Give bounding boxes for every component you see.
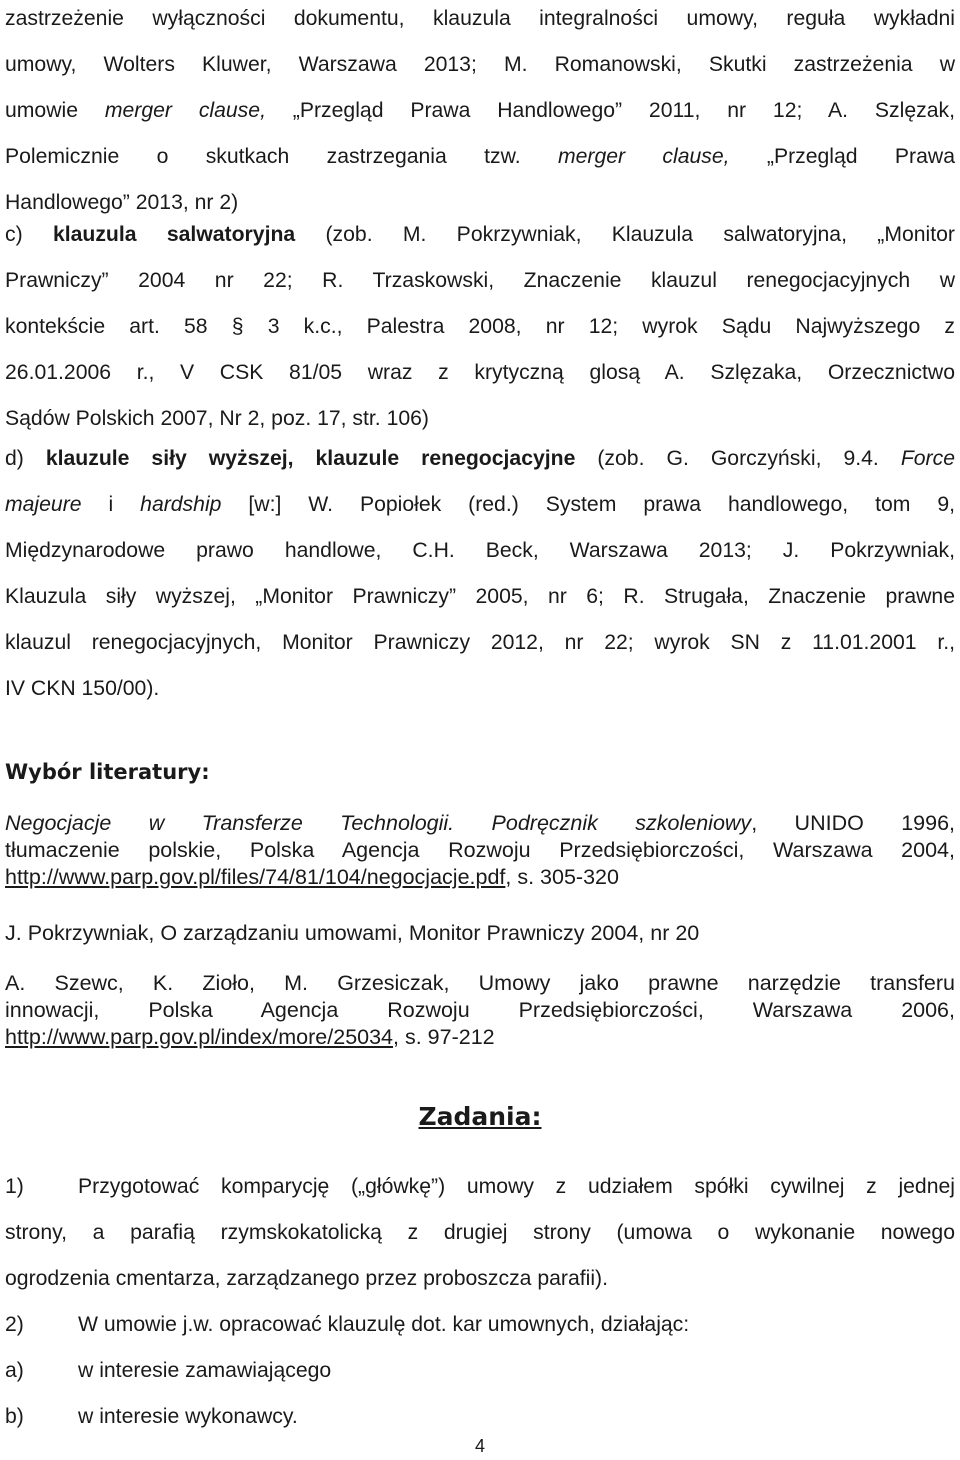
task-item-b <box>5 1394 955 1440</box>
task-item-1-cont <box>5 1210 955 1256</box>
page-number: 4 <box>474 1436 485 1456</box>
text-line: J. Pokrzywniak, O zarządzaniu umowami, Monitor Prawniczy 2004, nr 20 <box>5 921 700 945</box>
text-line: Negocjacje w Transferze Technologii. Podręcznik szkoleniowy, UNIDO 1996, <box>5 811 955 835</box>
parp-negocjacje-link[interactable]: http://www.parp.gov.pl/files/74/81/104/negocjacje.pdf <box>5 865 506 889</box>
task-text: Przygotować komparycję („główkę”) umowy z udziałem spółki cywilnej z jednej <box>78 1175 955 1198</box>
text-line: http://www.parp.gov.pl/index/more/25034, s. 97-212 <box>5 1025 495 1049</box>
text-line: kontekście art. 58 § 3 k.c., Palestra 2008, nr 12; wyrok Sądu Najwyższego z <box>5 315 955 338</box>
task-text: ogrodzenia cmentarza, zarządzanego przez proboszcza parafii). <box>5 1267 608 1290</box>
text-line: http://www.parp.gov.pl/files/74/81/104/negocjacje.pdf, s. 305-320 <box>5 865 619 889</box>
text-line: umowy, Wolters Kluwer, Warszawa 2013; M. Romanowski, Skutki zastrzeżenia w <box>5 53 955 76</box>
text-line: d) klauzule siły wyższej, klauzule renegocjacyjne (zob. G. Gorczyński, 9.4. Force <box>5 447 955 470</box>
task-number: 2) <box>5 1313 24 1336</box>
text-line: majeure i hardship [w:] W. Popiołek (red.) System prawa handlowego, tom 9, <box>5 493 956 516</box>
item-c-salvatorian-clause <box>5 212 955 442</box>
tasks-heading: Zadania: <box>418 1102 542 1131</box>
task-text: w interesie zamawiającego <box>78 1359 332 1382</box>
text-line: Handlowego” 2013, nr 2) <box>5 191 239 214</box>
text-line: Polemicznie o skutkach zastrzegania tzw. merger clause, „Przegląd Prawa <box>5 145 955 168</box>
task-number: 1) <box>5 1175 24 1198</box>
task-item-a <box>5 1348 955 1394</box>
item-d-force-majeure-clauses <box>5 436 955 712</box>
task-number: a) <box>5 1359 24 1382</box>
task-number: b) <box>5 1405 24 1428</box>
text-line: umowie merger clause, „Przegląd Prawa Handlowego” 2011, nr 12; A. Szlęzak, <box>5 99 955 122</box>
text-line: Sądów Polskich 2007, Nr 2, poz. 17, str. 106) <box>5 407 429 430</box>
parp-index-link[interactable]: http://www.parp.gov.pl/index/more/25034 <box>5 1025 394 1049</box>
task-text: W umowie j.w. opracować klauzulę dot. kar umownych, działając: <box>78 1313 690 1336</box>
literature-entry-1 <box>5 810 955 891</box>
text-line: zastrzeżenie wyłączności dokumentu, klauzula integralności umowy, reguła wykładni <box>5 7 955 30</box>
text-line: A. Szewc, K. Zioło, M. Grzesiczak, Umowy jako prawne narzędzie transferu <box>5 971 955 995</box>
text-line: Prawniczy” 2004 nr 22; R. Trzaskowski, Znaczenie klauzul renegocjacyjnych w <box>5 269 955 292</box>
tasks-list <box>5 1164 955 1440</box>
text-line: Międzynarodowe prawo handlowe, C.H. Beck, Warszawa 2013; J. Pokrzywniak, <box>5 539 955 562</box>
literature-entry-3 <box>5 970 955 1051</box>
text-line: klauzul renegocjacyjnych, Monitor Prawniczy 2012, nr 22; wyrok SN z 11.01.2001 r., <box>5 631 955 654</box>
text-line: c) klauzula salwatoryjna (zob. M. Pokrzywniak, Klauzula salwatoryjna, „Monitor <box>5 223 955 246</box>
literature-heading: Wybór literatury: <box>5 760 210 784</box>
text-line: innowacji, Polska Agencja Rozwoju Przedsiębiorczości, Warszawa 2006, <box>5 998 955 1022</box>
task-item-2 <box>5 1302 955 1348</box>
text-line: tłumaczenie polskie, Polska Agencja Rozwoju Przedsiębiorczości, Warszawa 2004, <box>5 838 955 862</box>
text-line: 26.01.2006 r., V CSK 81/05 wraz z krytyczną glosą A. Szlęzaka, Orzecznictwo <box>5 361 955 384</box>
task-item-1-cont <box>5 1256 955 1302</box>
text-line: IV CKN 150/00). <box>5 677 160 700</box>
text-line: Klauzula siły wyższej, „Monitor Prawniczy” 2005, nr 6; R. Strugała, Znaczenie prawne <box>5 585 955 608</box>
task-text: strony, a parafią rzymskokatolicką z drugiej strony (umowa o wykonanie nowego <box>5 1221 955 1244</box>
paragraph-merger-clause <box>5 0 955 226</box>
task-item-1 <box>5 1164 955 1210</box>
literature-entry-2 <box>5 920 955 947</box>
task-text: w interesie wykonawcy. <box>78 1405 298 1428</box>
